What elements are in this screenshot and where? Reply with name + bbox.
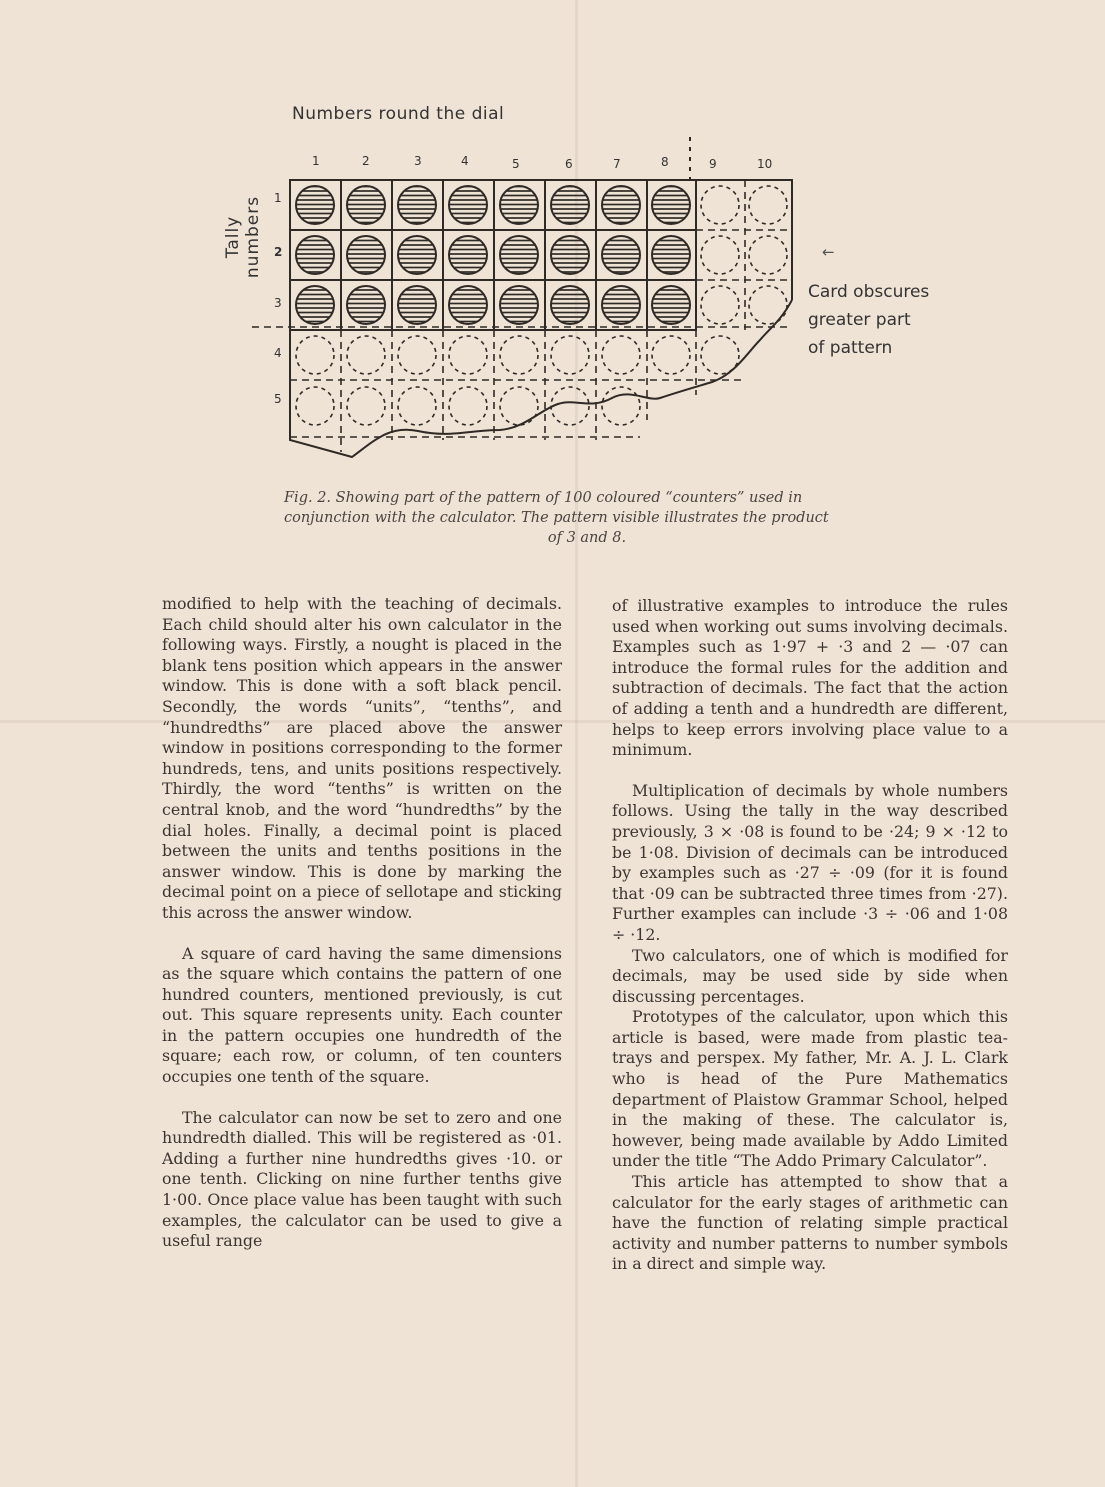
dial-number: 7 <box>613 157 621 171</box>
card-note <box>808 278 978 362</box>
tally-number: 4 <box>274 346 282 360</box>
figure-caption <box>284 488 890 548</box>
dial-number: 9 <box>709 157 717 171</box>
paragraph: Multiplication of decimals by whole numbers follows. Using the tally in the way described previously, 3 × ·08 is found to be ·24; 9 × ·12 to be 1·08. Division of decimals can be introduced by examples such as ·27 ÷ ·09 (for it is found that ·09 can be subtracted three times from ·27). Further examples can include ·3 ÷ ·06 and 1·08 ÷ ·12. <box>612 780 1008 944</box>
paragraph: A square of card having the same dimensions as the square which contains the pattern of one hundred counters, mentioned previously, is cut out. This square represents unity. Each counter in the pattern occupies one hundredth of the square; each row, or column, of ten counters occupies one tenth of the square. <box>162 943 562 1087</box>
paragraph: Two calculators, one of which is modified for decimals, may be used side by side when discussing percentages. <box>612 945 1008 1006</box>
dial-number: 8 <box>661 155 669 169</box>
caption-line: Fig. 2. Showing part of the pattern of 100 coloured “counters” used in <box>284 490 803 506</box>
tally-number: 3 <box>274 296 282 310</box>
paragraph: of illustrative examples to introduce the rules used when working out sums involving decimals. Examples such as 1·97 + ·3 and 2 — ·07 can introduce the formal rules for the addition and subtraction of decimals. The fact that the action of adding a tenth and a hundredth are different, helps to keep errors involving place value to a minimum. <box>612 596 1008 760</box>
tally-number: 2 <box>274 245 283 259</box>
dial-number: 1 <box>312 154 320 168</box>
card-note-line: of pattern <box>808 338 893 358</box>
card-note-line: Card obscures <box>808 282 930 302</box>
caption-line: of 3 and 8. <box>547 530 627 546</box>
tally-number: 5 <box>274 392 282 406</box>
paragraph: modified to help with the teaching of decimals. Each child should alter his own calculator in the following ways. Firstly, a nought is placed in the blank tens position which appears in the answer window. This is done with a soft black pencil. Secondly, the words “units”, “tenths”, and “hundredths” are placed above the answer window in positions corresponding to the former hundreds, tens, and units positions respectively. Thirdly, the word “tenths” is written on the central knob, and the word “hundredths” by the dial holes. Finally, a decimal point is placed between the units and tenths positions in the answer window. This is done by marking the decimal point on a piece of sellotape and sticking this across the answer window. <box>162 594 562 922</box>
dial-number: 5 <box>512 157 520 171</box>
dial-number: 6 <box>565 157 573 171</box>
dial-number: 3 <box>414 154 422 168</box>
dial-number: 4 <box>461 154 469 168</box>
card-note-line: greater part <box>808 310 911 330</box>
paragraph: The calculator can now be set to zero and one hundredth dialled. This will be registered as ·01. Adding a further nine hundredths gives ·10. or one tenth. Clicking on nine further tenths give 1·00. Once place value has been taught with such examples, the calculator can be used to give a useful range <box>162 1107 562 1251</box>
figure-title: Numbers round the dial <box>292 104 505 124</box>
paragraph: Prototypes of the calculator, upon which this article is based, were made from plastic tea-trays and perspex. My father, Mr. A. J. L. Clark who is head of the Pure Mathematics department of Plaistow Grammar School, helped in the making of these. The calculator is, however, being made available by Addo Limited under the title “The Addo Primary Calculator”. <box>612 1007 1008 1171</box>
caption-line: conjunction with the calculator. The pattern visible illustrates the product <box>284 510 829 526</box>
left-column <box>162 594 562 1252</box>
tally-number: 1 <box>274 191 282 205</box>
dial-number: 10 <box>757 157 773 171</box>
dial-number: 2 <box>362 154 370 168</box>
tally-axis-label: Tally numbers <box>223 195 263 279</box>
pointer-arrow: ← <box>822 243 835 261</box>
paragraph: This article has attempted to show that a calculator for the early stages of arithmetic can have the function of relating simple practical activity and number patterns to number symbols in a direct and simple way. <box>612 1172 1008 1274</box>
right-column <box>612 596 1008 1275</box>
